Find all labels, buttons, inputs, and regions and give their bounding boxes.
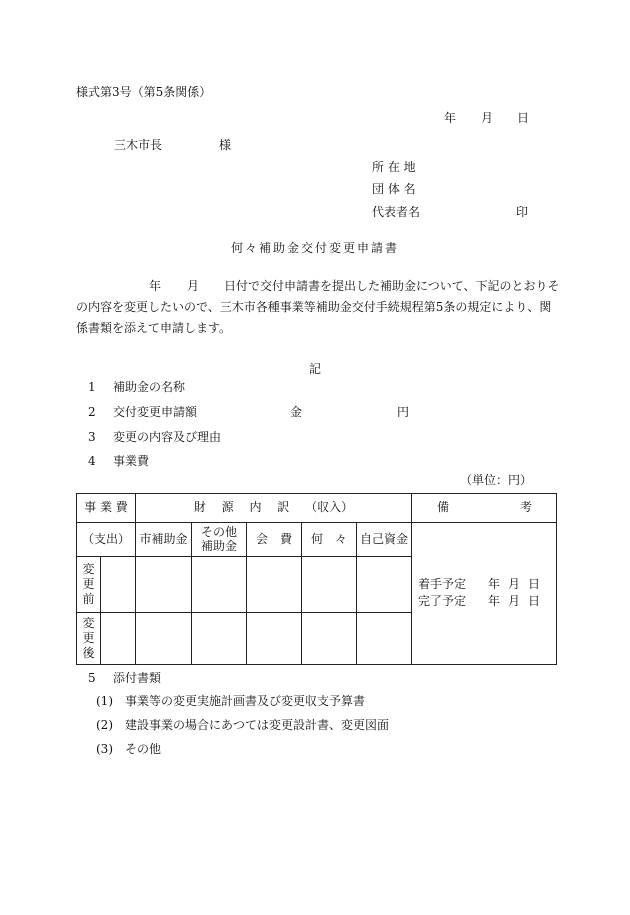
honorific: 様 [219, 138, 232, 152]
attach-item-number: (1) [96, 694, 113, 708]
col-membership-fee: 会 費 [247, 523, 302, 557]
cell-before-city [136, 557, 192, 613]
col-city-subsidy: 市補助金 [136, 523, 192, 557]
attach-label: 添付書類 [113, 671, 162, 685]
header-biko [412, 494, 557, 523]
remarks-end-year: 年 [488, 594, 501, 608]
document-title: 何々補助金交付変更申請書 [231, 241, 400, 255]
attach-item-number: (2) [96, 718, 113, 732]
expense-table [76, 493, 557, 665]
item-number: 1 [88, 380, 96, 394]
attach-item-text: その他 [125, 742, 162, 756]
col-other-subsidy-l1: その他 [200, 524, 237, 539]
header-jigyohi: 事 業 費 [77, 494, 136, 523]
date-month: 月 [481, 111, 494, 125]
form-number: 様式第3号（第5条関係） [76, 85, 212, 99]
remarks-end-month: 月 [508, 594, 521, 608]
ki-heading: 記 [309, 362, 322, 376]
cell-after-fee [247, 613, 302, 665]
col-other-subsidy-l2: 補助金 [200, 538, 237, 553]
address-label: 所 在 地 [372, 160, 416, 174]
header-biko-2: 考 [519, 500, 532, 515]
remarks-cell [412, 523, 557, 665]
remarks-start-label: 着手予定 [418, 577, 467, 592]
remarks-start-month: 月 [508, 577, 521, 592]
body-month: 月 [187, 279, 200, 293]
amount-yen: 円 [397, 405, 410, 419]
body-year: 年 [149, 279, 162, 293]
item-label: 変更の内容及び理由 [113, 430, 222, 444]
row-after-label: 変更後 [77, 613, 101, 665]
date-year: 年 [444, 111, 457, 125]
cell-after-city [136, 613, 192, 665]
col-etc: 何 々 [302, 523, 357, 557]
unit-label: （単位：円） [460, 473, 533, 487]
attach-item-text: 建設事業の場合にあつては変更設計書、変更図面 [125, 718, 390, 732]
col-other-subsidy [192, 523, 247, 557]
cell-before-other [192, 557, 247, 613]
amount-kin: 金 [290, 405, 303, 419]
attach-item-text: 事業等の変更実施計画書及び変更収支予算書 [125, 694, 366, 708]
cell-before-fee [247, 557, 302, 613]
remarks-start-day: 日 [528, 577, 541, 592]
remarks-end [412, 595, 556, 609]
attach-number: 5 [88, 671, 96, 685]
org-label: 団 体 名 [372, 182, 416, 196]
addressee: 三木市長 [114, 138, 163, 152]
header-biko-1: 備 [437, 500, 450, 515]
item-number: 3 [88, 430, 96, 444]
item-label: 事業費 [113, 454, 150, 468]
remarks-end-day: 日 [528, 594, 541, 608]
header-shishutsu: （支出） [77, 523, 136, 557]
header-zaigen: 財 源 内 訳 （収入） [136, 494, 412, 523]
body-line2: の内容を変更したいので、三木市各種事業等補助金交付手続規程第5条の規定により、関 [76, 300, 552, 314]
body-line1: 日付で交付申請書を提出した補助金について、下記のとおりそ [224, 279, 560, 293]
item-number: 2 [88, 405, 96, 419]
cell-after-etc [302, 613, 357, 665]
cell-before-own [357, 557, 412, 613]
cell-after-other [192, 613, 247, 665]
seal-mark: 印 [516, 205, 529, 219]
cell-before-etc [302, 557, 357, 613]
row-before-label: 変更前 [77, 557, 101, 613]
cell-before-total [101, 557, 136, 613]
cell-after-own [357, 613, 412, 665]
body-line3: 係書類を添えて申請します。 [76, 321, 232, 335]
item-number: 4 [88, 454, 96, 468]
representative-label: 代表者名 [372, 205, 421, 219]
remarks-start-year: 年 [488, 577, 501, 592]
date-day: 日 [517, 111, 530, 125]
col-own-funds: 自己資金 [357, 523, 412, 557]
attach-item-number: (3) [96, 742, 113, 756]
remarks-end-label: 完了予定 [418, 594, 467, 608]
item-label: 交付変更申請額 [113, 405, 198, 419]
remarks-start [412, 578, 556, 592]
cell-after-total [101, 613, 136, 665]
item-label: 補助金の名称 [113, 380, 186, 394]
